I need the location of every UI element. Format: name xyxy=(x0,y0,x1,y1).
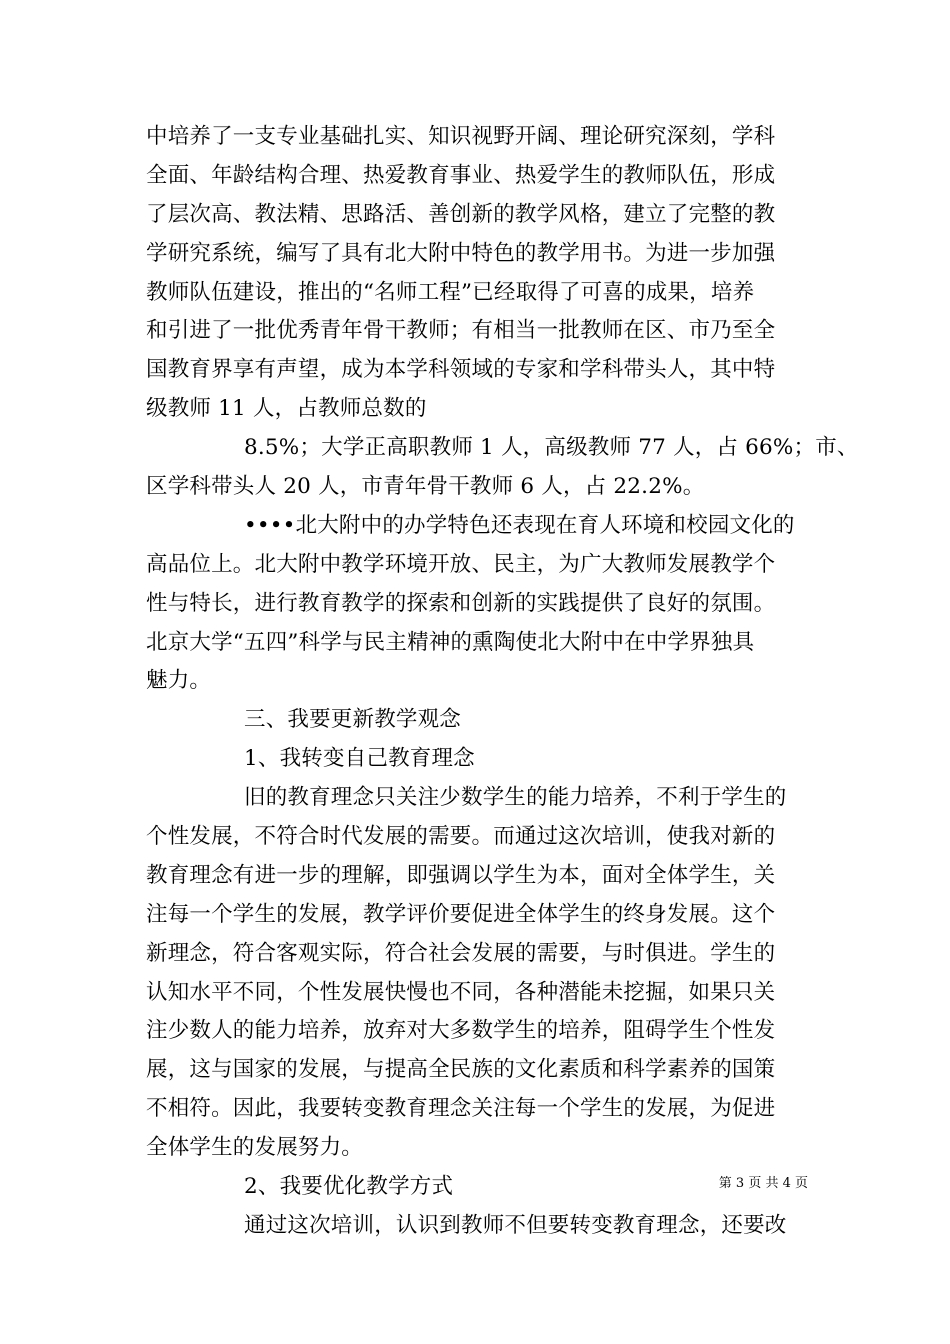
text-line: 教师队伍建设，推出的“名师工程”已经取得了可喜的成果，培养 xyxy=(146,279,755,305)
text-line: 认知水平不同，个性发展快慢也不同，各种潜能未挖掘，如果只关 xyxy=(146,979,776,1005)
text-line: 8.5%；大学正高职教师 1 人，高级教师 77 人，占 66%；市、 xyxy=(244,435,859,461)
document-body xyxy=(146,118,859,1246)
text-line: 高品位上。北大附中教学环境开放、民主，为广大教师发展教学个 xyxy=(146,551,776,577)
text-line: 注每一个学生的发展，教学评价要促进全体学生的终身发展。这个 xyxy=(146,901,776,927)
text-line: 魅力。 xyxy=(146,668,212,694)
text-line: 级教师 11 人，占教师总数的 xyxy=(146,396,427,422)
text-line: 全体学生的发展努力。 xyxy=(146,1135,364,1161)
text-line: 性与特长，进行教育教学的探索和创新的实践提供了良好的氛围。 xyxy=(146,590,776,616)
text-line: 三、我要更新教学观念 xyxy=(244,707,462,733)
text-line: 北京大学“五四”科学与民主精神的熏陶使北大附中在中学界独具 xyxy=(146,629,755,655)
text-line: 通过这次培训，认识到教师不但要转变教育理念，还要改 xyxy=(244,1212,787,1238)
text-line: 区学科带头人 20 人，市青年骨干教师 6 人，占 22.2%。 xyxy=(146,474,705,500)
page-number-footer: 第 3 页 共 4 页 xyxy=(718,1176,808,1191)
text-line: 2、我要优化教学方式 xyxy=(244,1174,454,1200)
text-line: 不相符。因此，我要转变教育理念关注每一个学生的发展，为促进 xyxy=(146,1096,776,1122)
text-line: 和引进了一批优秀青年骨干教师；有相当一批教师在区、市乃至全 xyxy=(146,318,776,344)
text-line: 学研究系统，编写了具有北大附中特色的教学用书。为进一步加强 xyxy=(146,240,776,266)
text-line: 了层次高、教法精、思路活、善创新的教学风格，建立了完整的教 xyxy=(146,201,776,227)
text-line: 全面、年龄结构合理、热爱教育事业、热爱学生的教师队伍，形成 xyxy=(146,162,776,188)
text-line: ••••北大附中的办学特色还表现在育人环境和校园文化的 xyxy=(244,512,795,538)
text-line: 旧的教育理念只关注少数学生的能力培养，不利于学生的 xyxy=(244,785,787,811)
text-line: 个性发展，不符合时代发展的需要。而通过这次培训，使我对新的 xyxy=(146,824,776,850)
text-line: 国教育界享有声望，成为本学科领域的专家和学科带头人，其中特 xyxy=(146,357,776,383)
text-line: 1、我转变自己教育理念 xyxy=(244,746,475,772)
text-line: 注少数人的能力培养，放弃对大多数学生的培养，阻碍学生个性发 xyxy=(146,1018,776,1044)
text-line: 新理念，符合客观实际，符合社会发展的需要，与时俱进。学生的 xyxy=(146,940,776,966)
text-line: 展，这与国家的发展，与提高全民族的文化素质和科学素养的国策 xyxy=(146,1057,776,1083)
text-line: 教育理念有进一步的理解，即强调以学生为本，面对全体学生，关 xyxy=(146,862,776,888)
text-line: 中培养了一支专业基础扎实、知识视野开阔、理论研究深刻，学科 xyxy=(146,124,776,149)
